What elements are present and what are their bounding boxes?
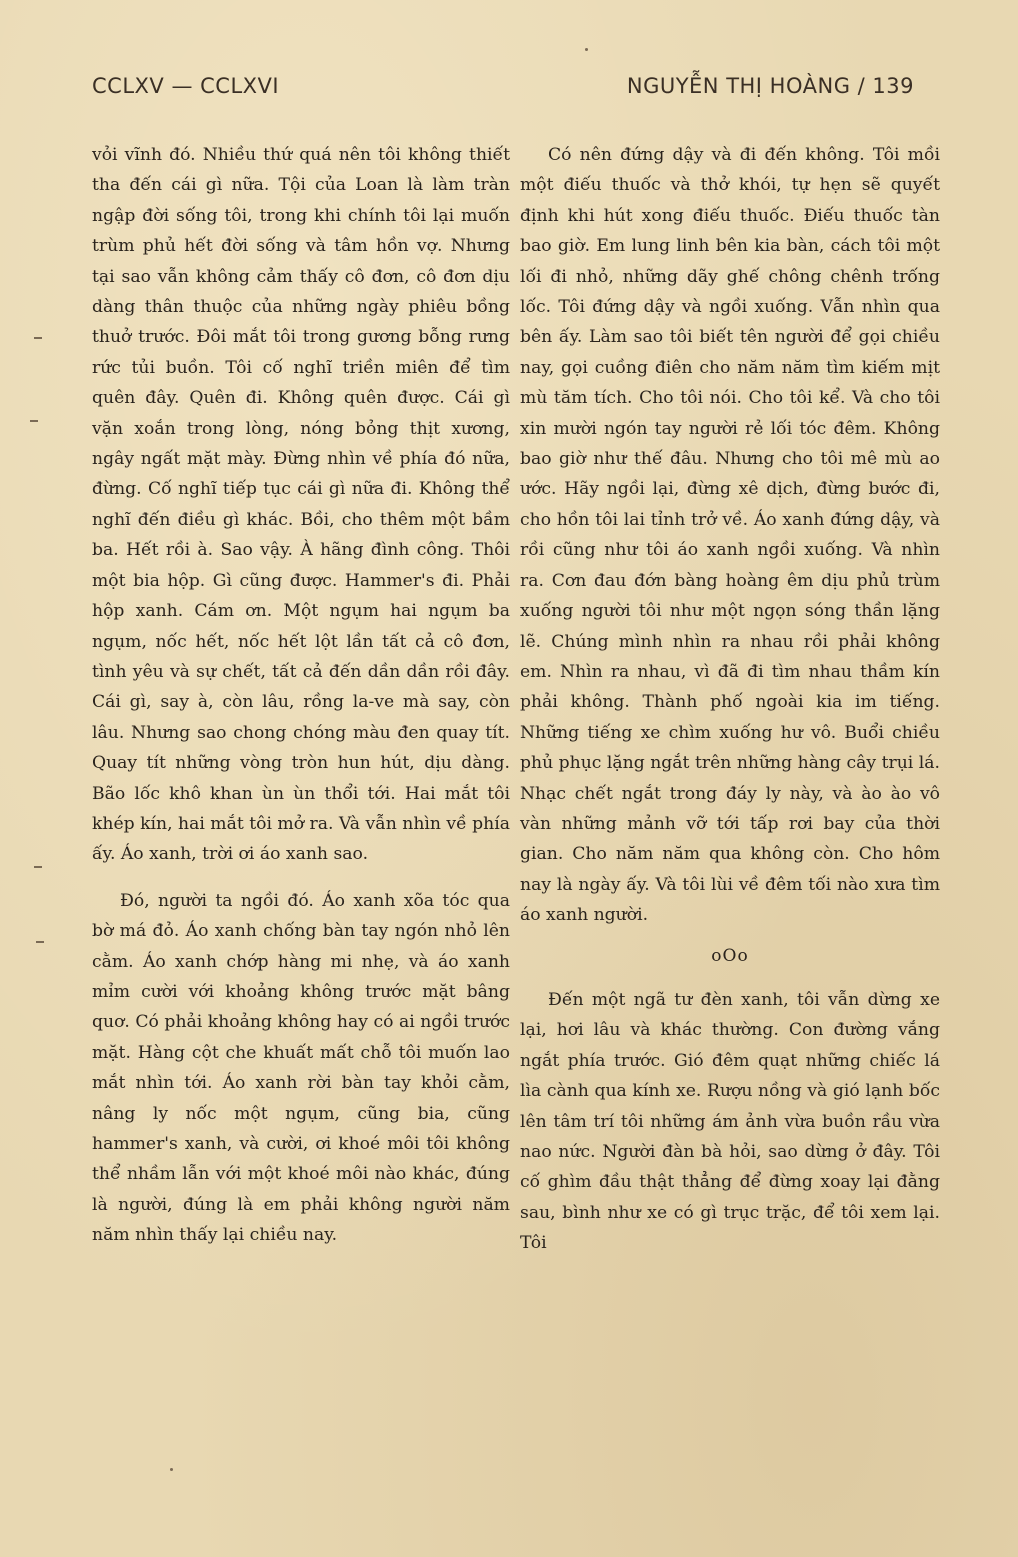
paragraph: Có nên đứng dậy và đi đến không. Tôi mồi một điếu thuốc và thở khói, tự hẹn sẽ quyết định khi hút xong điếu thuốc. Điếu thuốc tàn bao giờ. Em lung linh bên kia bàn, cách tôi một lối đi nhỏ, những dãy ghế chông chênh trống lốc. Tôi đứng dậy và ngồi xuống. Vẫn nhìn qua bên ấy. Làm sao tôi biết tên người để gọi chiều nay, gọi cuồng điên cho năm năm tìm kiếm mịt mù tăm tích. Cho tôi nói. Cho tôi kể. Và cho tôi xin mười ngón tay người rẻ lối tóc đêm. Không bao giờ như thế đâu. Nhưng cho tôi mê mù ao ước. Hãy ngồi lại, đừng xê dịch, đừng bước đi, cho hồn tôi lai tỉnh trở về. Áo xanh đứng dậy, và rồi cũng như tôi áo xanh ngồi xuống. Và nhìn ra. Cơn đau đớn bàng hoàng êm dịu phủ trùm xuống người tôi như một ngọn sóng thần lặng lẽ. Chúng mình nhìn ra nhau rồi phải không em. Nhìn ra nhau, vì đã đi tìm nhau thầm kín phải không. Thành phố ngoài kia im tiếng. Những tiếng xe chìm xuống hư vô. Buổi chiều phủ phục lặng ngắt trên những hàng cây trụi lá. Nhạc chết ngắt trong đáy ly này, và ào ào vô vàn những mảnh vỡ tới tấp rơi bay của thời gian. Cho năm năm qua không còn. Cho hôm nay là ngày ấy. Và tôi lùi về đêm tối nào xưa tìm áo xanh người. [520, 145, 940, 926]
margin-mark [34, 866, 42, 868]
right-text-column [520, 140, 940, 1259]
left-text-column [92, 140, 510, 1251]
author-and-page-number: NGUYỄN THỊ HOÀNG / 139 [626, 74, 914, 98]
paragraph: Đến một ngã tư đèn xanh, tôi vẫn dừng xe lại, hơi lâu và khác thường. Con đường vắng ngắt phía trước. Gió đêm quạt những chiếc lá lìa cành qua kính xe. Rượu nồng và gió lạnh bốc lên tâm trí tôi những ám ảnh vừa buồn rầu vừa nao nức. Người đàn bà hỏi, sao dừng ở đây. Tôi cố ghìm đầu thật thẳng để đừng xoay lại đằng sau, bình như xe có gì trục trặc, để tôi xem lại. Tôi [520, 989, 940, 1254]
paper-speck [170, 1468, 173, 1471]
paragraph: vỏi vĩnh đó. Nhiều thứ quá nên tôi không thiết tha đến cái gì nữa. Tội của Loan là làm tràn ngập đời sống tôi, trong khi chính tôi lại muốn trùm phủ hết đời sống và tâm hồn vợ. Nhưng tại sao vẫn không cảm thấy cô đơn, cô đơn dịu dàng thân thuộc của những ngày phiêu bồng thuở trước. Đôi mắt tôi trong gương bỗng rưng rức tủi buồn. Tôi cố nghĩ triền miên để tìm quên đây. Quên đi. Không quên được. Cái gì vặn xoắn trong lòng, nóng bỏng thịt xương, ngây ngất mặt mày. Đừng nhìn về phía đó nữa, đừng. Cố nghĩ tiếp tục cái gì nữa đi. Không thể nghĩ đến điều gì khác. Bồi, cho thêm một bầm ba. Hết rồi à. Sao vậy. À hãng đình công. Thôi một bia hộp. Gì cũng được. Hammer's đi. Phải hộp xanh. Cám ơn. Một ngụm hai ngụm ba ngụm, nốc hết, nốc hết lột lần tất cả cô đơn, tình yêu và sự chết, tất cả đến dần dần rồi đây. Cái gì, say à, còn lâu, rồng la-ve mà say, còn lâu. Nhưng sao chong chóng màu đen quay tít. Quay tít những vòng tròn hun hút, dịu dàng. Bão lốc khô khan ùn ùn thổi tới. Hai mắt tôi khép kín, hai mắt tôi mở ra. Và vẫn nhìn về phía ấy. Áo xanh, trời ơi áo xanh sao. [92, 145, 510, 865]
margin-mark [34, 337, 42, 339]
paper-speck [585, 48, 588, 51]
section-separator: oOo [711, 945, 749, 966]
paragraph: Đó, người ta ngồi đó. Áo xanh xõa tóc qua bờ má đỏ. Áo xanh chống bàn tay ngón nhỏ lên cằm. Áo xanh chớp hàng mi nhẹ, và áo xanh mỉm cười với khoảng không trước mặt bâng quơ. Có phải khoảng không hay có ai ngồi trước mặt. Hàng cột che khuất mất chỗ tôi muốn lao mắt nhìn tới. Áo xanh rời bàn tay khỏi cằm, nâng ly nốc một ngụm, cũng bia, cũng hammer's xanh, và cười, ơi khoé môi tôi không thể nhầm lẫn với một khoé môi nào khác, đúng là người, đúng là em phải không người năm năm nhìn thấy lại chiều nay. [92, 890, 510, 1246]
margin-mark [30, 420, 38, 422]
chapter-numbers: CCLXV — CCLXVI [92, 74, 280, 98]
margin-mark [36, 941, 44, 943]
page-header [92, 74, 914, 104]
